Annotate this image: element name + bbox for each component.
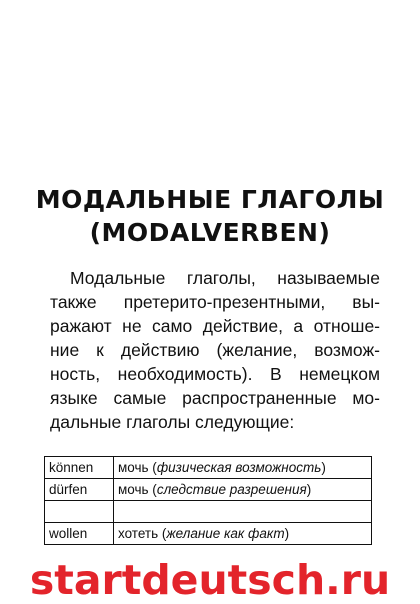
paragraph-line: Модальные глаголы, называемые [70, 268, 380, 288]
site-watermark: startdeutsch.ru [29, 556, 391, 604]
paragraph-line: дальные глаголы следующие: [50, 412, 295, 432]
verb-cell: können [45, 457, 114, 479]
table-row [45, 501, 372, 523]
intro-paragraph [50, 266, 380, 434]
page-subtitle: (MODALVERBEN) [89, 218, 331, 247]
table-row [45, 523, 372, 545]
verb-cell [45, 501, 114, 523]
meaning-note: следствие разрешения [156, 482, 307, 497]
meaning-cell [114, 501, 372, 523]
meaning-note: желание как факт [166, 526, 285, 541]
verb-cell: wollen [45, 523, 114, 545]
page-title: МОДАЛЬНЫЕ ГЛАГОЛЫ [35, 185, 385, 214]
paragraph-line: также претерито-презентными, вы- [50, 292, 380, 312]
meaning-text: мочь ( [118, 482, 157, 497]
meaning-close: ) [306, 482, 312, 497]
meaning-text: мочь ( [118, 460, 157, 475]
meaning-close: ) [284, 526, 290, 541]
verb-cell: dürfen [45, 479, 114, 501]
meaning-note: физическая возможность [156, 460, 322, 475]
meaning-cell [114, 479, 372, 501]
table-row [45, 479, 372, 501]
paragraph-line: ние к действию (желание, возмож- [50, 340, 380, 360]
table-row [45, 457, 372, 479]
meaning-cell [114, 457, 372, 479]
meaning-text: хотеть ( [118, 526, 167, 541]
paragraph-line: ражают не само действие, а отноше- [50, 316, 380, 336]
meaning-close: ) [321, 460, 326, 475]
modal-verbs-table [44, 456, 372, 545]
paragraph-line: ность, необходимость). В немецком [50, 364, 380, 384]
paragraph-line: языке самые распространенные мо- [50, 388, 380, 408]
meaning-cell [114, 523, 372, 545]
